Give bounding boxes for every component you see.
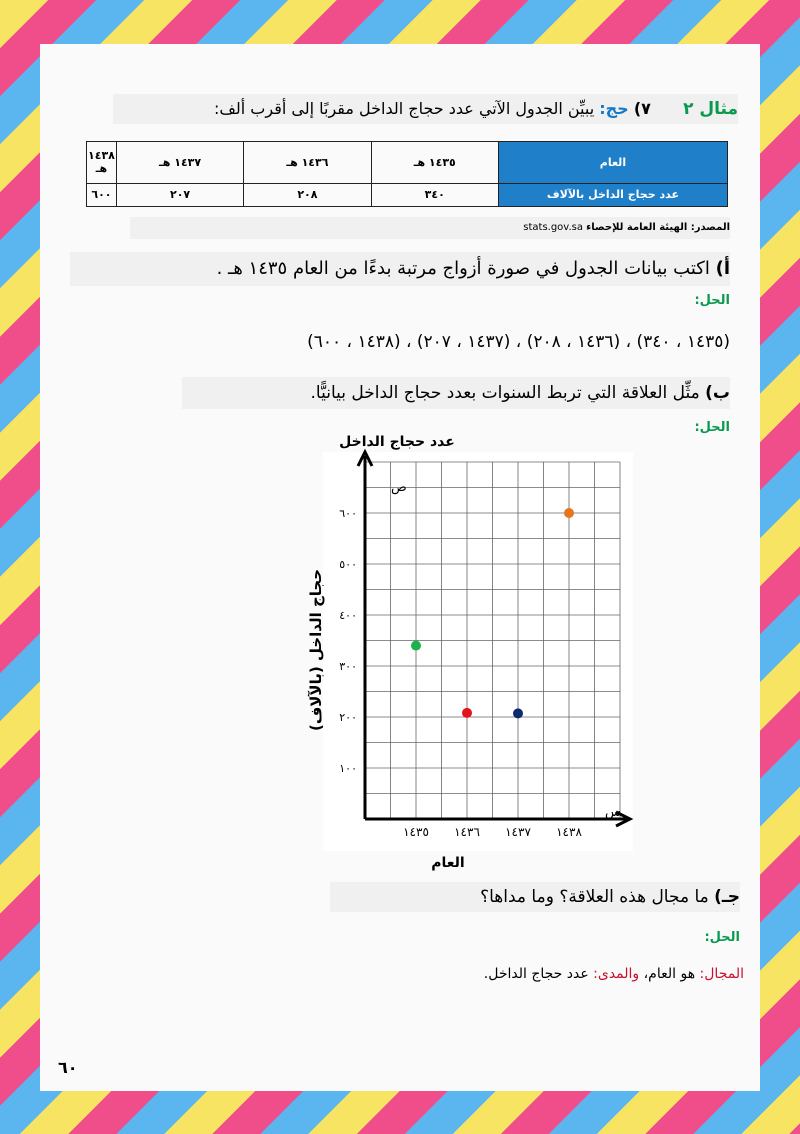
chart-y-axis-letter: ص	[391, 480, 407, 495]
domain-value: هو العام،	[643, 966, 696, 982]
y-tick-label: ٦٠٠	[339, 507, 357, 520]
data-point	[564, 508, 574, 518]
chart	[255, 424, 621, 874]
table-cell: ٦٠٠	[87, 183, 117, 206]
table-cell: ١٤٣٨ هـ	[87, 142, 117, 184]
y-tick-label: ٣٠٠	[339, 660, 357, 673]
part-a-solution-label: الحل:	[694, 293, 730, 308]
data-point	[513, 708, 523, 718]
part-a-text: اكتب بيانات الجدول في صورة أزواج مرتبة بدءًا من العام ١٤٣٥ هـ .	[216, 258, 710, 279]
data-point	[462, 708, 472, 718]
part-c-question	[330, 882, 740, 912]
page	[40, 44, 760, 1091]
part-b-question	[182, 377, 730, 409]
example-label: مثال ٢	[683, 99, 738, 119]
data-table	[86, 141, 728, 207]
part-a-pairs: (١٤٣٥ ، ٣٤٠) ، (١٤٣٦ ، ٢٠٨) ، (١٤٣٧ ، ٢٠٧) ، (١٤٣٨ ، ٦٠٠)	[307, 332, 730, 352]
domain-label: المجال:	[699, 966, 744, 982]
example-number: ٧)	[633, 99, 651, 118]
part-a-letter: أ)	[715, 258, 730, 279]
chart-y-label: حجاج الداخل (بالآلاف)	[307, 568, 325, 732]
part-c-solution-label: الحل:	[704, 930, 740, 945]
x-tick-label: ١٤٣٦	[454, 825, 480, 839]
part-c-letter: جـ)	[714, 887, 740, 907]
chart-title: عدد حجاج الداخل	[339, 434, 455, 450]
table-row	[87, 183, 728, 206]
source-note	[130, 217, 730, 239]
source-site: stats.gov.sa	[523, 222, 583, 233]
range-value: عدد حجاج الداخل.	[483, 966, 589, 982]
y-tick-label: ١٠٠	[339, 762, 357, 775]
table-cell: ١٤٣٧ هـ	[116, 142, 243, 184]
table-row	[87, 142, 728, 184]
part-b-letter: ب)	[705, 383, 730, 403]
table-cell: ٣٤٠	[371, 183, 498, 206]
part-c-text: ما مجال هذه العلاقة؟ وما مداها؟	[480, 887, 709, 907]
y-tick-label: ٤٠٠	[339, 609, 357, 622]
page-number: ٦٠	[58, 1058, 78, 1077]
table-cell: ٢٠٨	[244, 183, 371, 206]
part-a-question	[70, 252, 730, 286]
x-tick-label: ١٤٣٧	[505, 825, 531, 839]
example-header	[113, 94, 738, 124]
y-tick-label: ٥٠٠	[339, 558, 357, 571]
y-tick-label: ٢٠٠	[339, 711, 357, 724]
chart-background	[323, 452, 633, 851]
example-statement: يبيِّن الجدول الآتي عدد حجاج الداخل مقربًا إلى أقرب ألف:	[213, 99, 595, 118]
table-cell: ١٤٣٦ هـ	[244, 142, 371, 184]
part-c-answer	[484, 966, 744, 982]
table-row-header: العام	[498, 142, 727, 184]
table-row-header: عدد حجاج الداخل بالآلاف	[498, 183, 727, 206]
chart-x-axis-letter: س	[605, 805, 621, 820]
part-b-text: مثِّل العلاقة التي تربط السنوات بعدد حجاج الداخل بيانيًّا.	[310, 383, 700, 403]
table-cell: ٢٠٧	[116, 183, 243, 206]
range-label: والمدى:	[593, 966, 640, 982]
table-cell: ١٤٣٥ هـ	[371, 142, 498, 184]
chart-grid	[323, 452, 633, 851]
chart-x-label: العام	[431, 855, 465, 871]
x-tick-label: ١٤٣٥	[403, 825, 429, 839]
source-label: المصدر: الهيئة العامة للإحصاء	[586, 222, 730, 233]
part-b-solution-label: الحل:	[694, 420, 730, 435]
data-point	[411, 641, 421, 651]
x-tick-label: ١٤٣٨	[556, 825, 582, 839]
example-keyword: حج:	[599, 99, 629, 118]
